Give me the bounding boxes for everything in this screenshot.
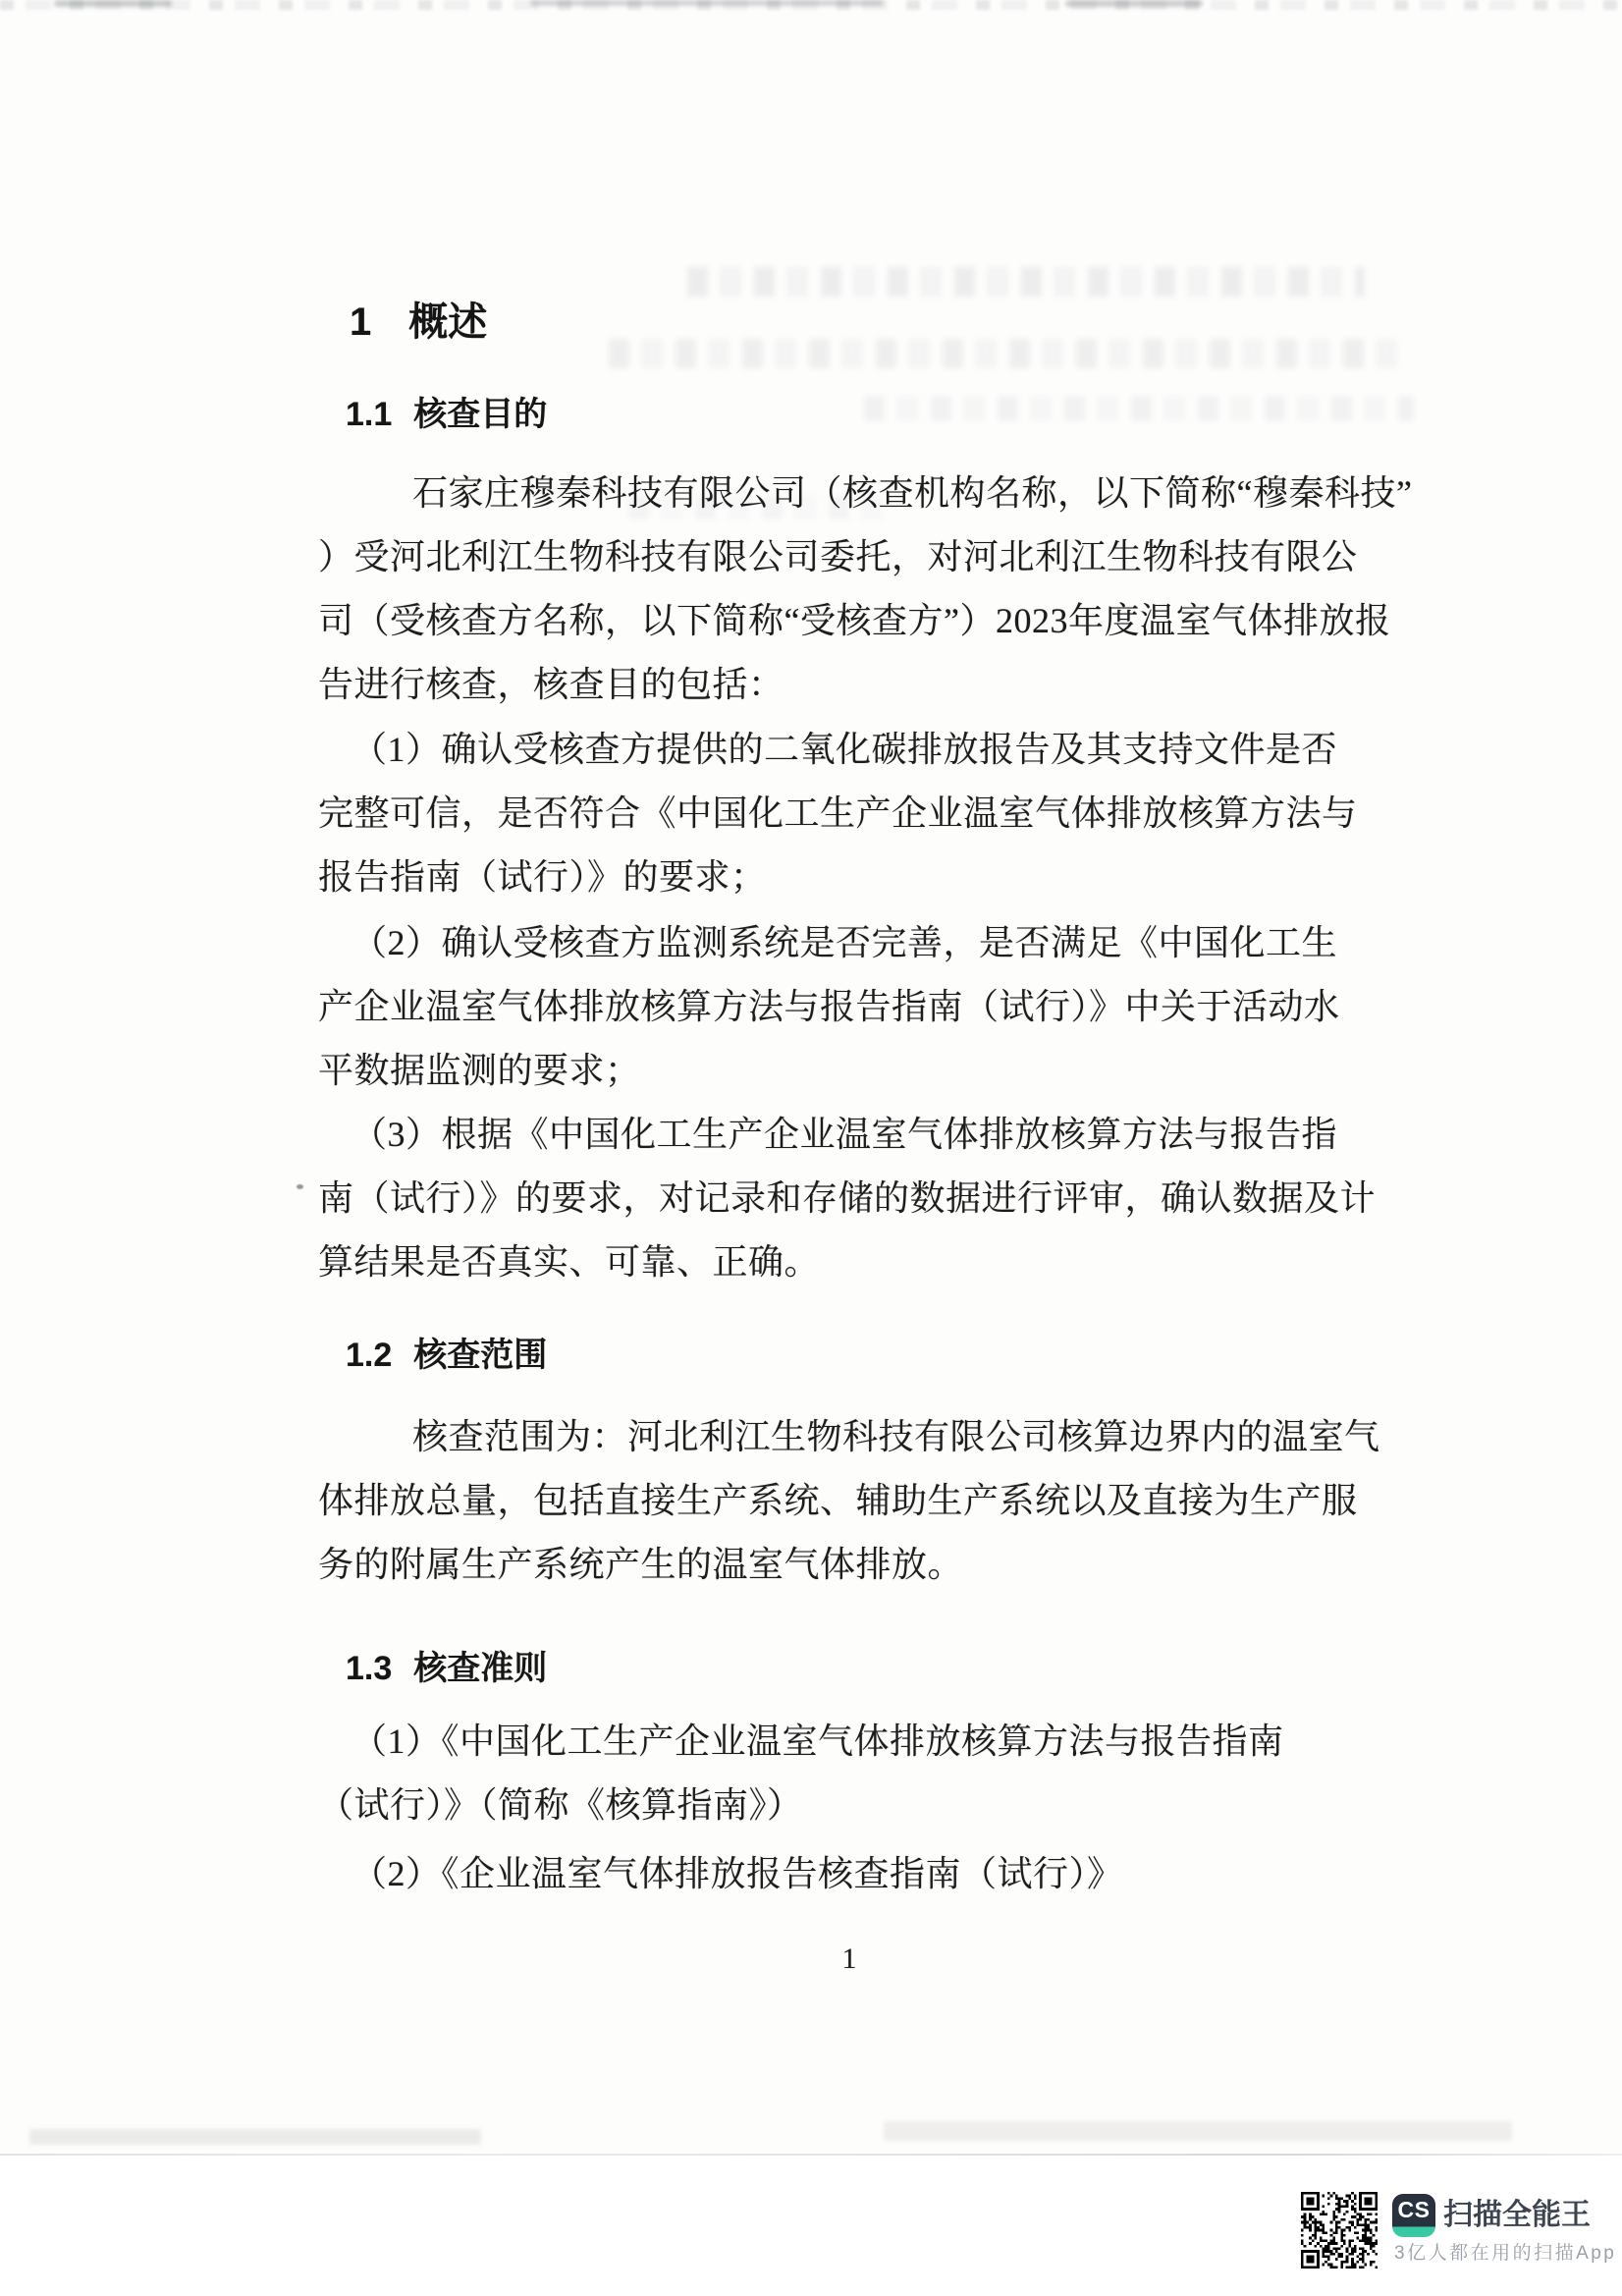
text-line: 报告指南（试行）》的要求；	[318, 857, 767, 897]
camscanner-tagline: 3亿人都在用的扫描App	[1394, 2243, 1617, 2264]
paragraph	[318, 718, 1359, 909]
scan-smudge	[884, 2121, 1512, 2141]
chapter-title: 概述	[408, 301, 488, 344]
text-line: 产企业温室气体排放核算方法与报告指南（试行）》中关于活动水	[318, 987, 1340, 1026]
camscanner-logo-text: CS	[1397, 2197, 1431, 2222]
text-line: 告进行核查，核查目的包括：	[318, 665, 784, 704]
scan-smudge	[29, 2129, 481, 2145]
scan-smudge	[1065, 0, 1203, 7]
text-line: （1）确认受核查方提供的二氧化碳排放报告及其支持文件是否	[351, 730, 1338, 769]
section-heading-1-1	[346, 398, 547, 431]
section-number: 1.3	[346, 1650, 393, 1687]
chapter-number: 1	[350, 301, 372, 344]
scan-smudge	[54, 0, 172, 7]
text-line: 平数据监测的要求；	[318, 1051, 641, 1090]
scan-page-bottom-edge	[0, 2154, 1622, 2156]
chapter-heading	[350, 302, 487, 342]
text-line: 完整可信，是否符合《中国化工生产企业温室气体排放核算方法与	[318, 793, 1358, 833]
camscanner-app-name: 扫描全能王	[1443, 2199, 1591, 2231]
qr-code	[1301, 2192, 1378, 2269]
paragraph	[318, 1710, 1359, 1837]
section-title: 核查目的	[413, 396, 548, 433]
text-line: （2）确认受核查方监测系统是否完善，是否满足《中国化工生	[351, 923, 1338, 962]
text-line: 石家庄穆秦科技有限公司（核查机构名称，以下简称“穆秦科技”	[412, 473, 1413, 513]
page-number: 1	[841, 1942, 857, 1975]
scan-dot-artifact	[297, 1184, 303, 1189]
section-number: 1.1	[346, 396, 393, 433]
text-line: 务的附属生产系统产生的温室气体排放。	[318, 1545, 964, 1584]
text-line: 核查范围为：河北利江生物科技有限公司核算边界内的温室气	[412, 1417, 1380, 1456]
section-heading-1-3	[346, 1652, 547, 1685]
text-line: （3）根据《中国化工生产企业温室气体排放核算方法与报告指	[351, 1115, 1338, 1154]
text-line: 司（受核查方名称，以下简称“受核查方”）2023年度温室气体排放报	[318, 601, 1391, 640]
text-line: （试行）》（简称《核算指南》）	[318, 1785, 803, 1825]
text-line: （1）《中国化工生产企业温室气体排放核算方法与报告指南	[351, 1722, 1284, 1761]
camscanner-logo-icon	[1392, 2194, 1435, 2237]
scan-smudge	[530, 0, 884, 6]
text-line: 体排放总量，包括直接生产系统、辅助生产系统以及直接为生产服	[318, 1481, 1358, 1520]
paragraph	[318, 1842, 1359, 1906]
paragraph	[318, 1405, 1380, 1597]
section-heading-1-2	[346, 1339, 547, 1372]
paragraph	[318, 462, 1413, 717]
paragraph	[318, 911, 1359, 1103]
text-line: 算结果是否真实、可靠、正确。	[318, 1242, 821, 1282]
text-line: 南（试行）》的要求，对记录和存储的数据进行评审，确认数据及计	[318, 1178, 1377, 1218]
ghost-text-row	[609, 339, 1404, 368]
section-number: 1.2	[346, 1337, 393, 1374]
text-line: （2）《企业温室气体排放报告核查指南（试行）》	[351, 1854, 1123, 1893]
ghost-text-row	[687, 267, 1365, 297]
ghost-text-row	[864, 396, 1414, 421]
section-title: 核查范围	[413, 1337, 548, 1374]
section-title: 核查准则	[413, 1650, 548, 1687]
paragraph	[318, 1103, 1377, 1294]
text-line: ）受河北利江生物科技有限公司委托，对河北利江生物科技有限公	[318, 537, 1358, 576]
